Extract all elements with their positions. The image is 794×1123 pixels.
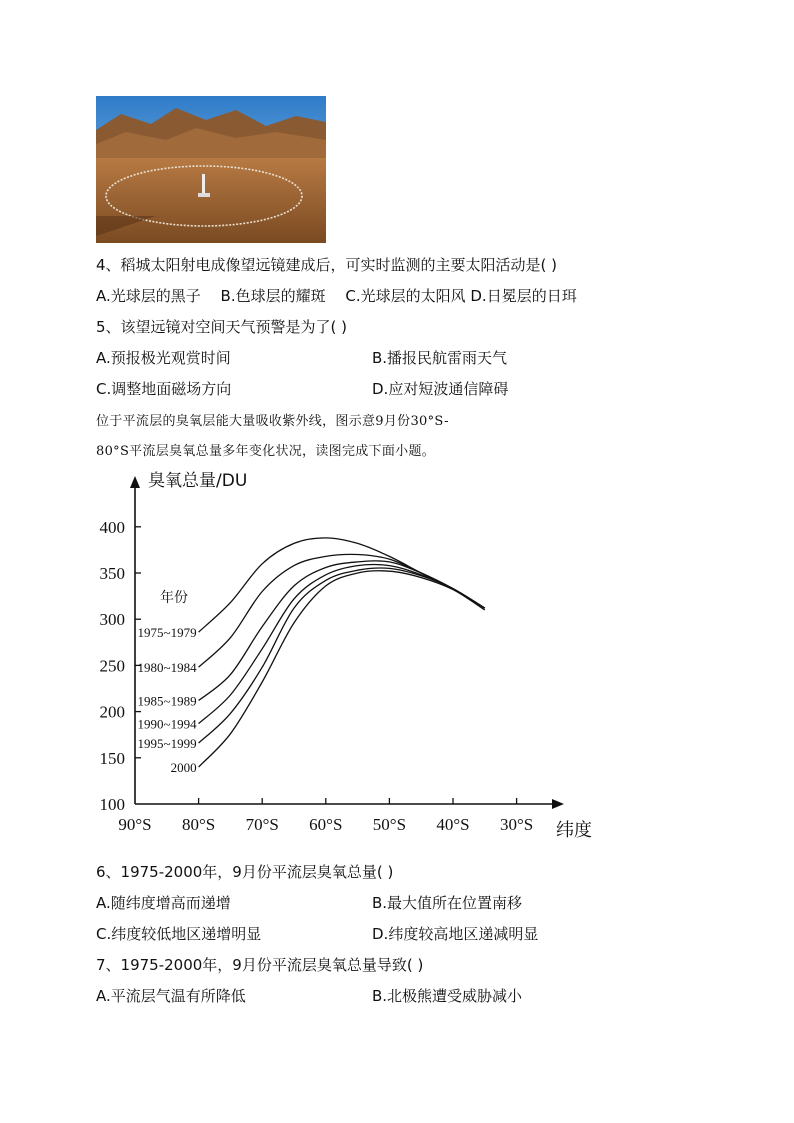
series-label: 1975~1979 xyxy=(137,625,197,641)
question-5-option-a: A.预报极光观赏时间 xyxy=(96,349,231,367)
question-7-stem: 7、1975-2000年，9月份平流层臭氧总量导致( ) xyxy=(96,956,424,974)
series-label: 1985~1989 xyxy=(137,693,197,709)
x-tick-label: 40°S xyxy=(436,815,470,834)
question-6-option-c: C.纬度较低地区递增明显 xyxy=(96,925,262,943)
series-label: 1980~1984 xyxy=(137,660,197,676)
question-5-option-b: B.播报民航雷雨天气 xyxy=(372,349,508,367)
series-line xyxy=(199,571,485,767)
x-tick-label: 70°S xyxy=(245,815,279,834)
y-tick-label: 100 xyxy=(99,795,125,814)
ozone-chart xyxy=(90,460,610,850)
radio-telescope-photo xyxy=(96,96,326,243)
question-5-option-c: C.调整地面磁场方向 xyxy=(96,380,232,398)
x-tick-label: 80°S xyxy=(181,815,216,834)
series-label: 1990~1994 xyxy=(137,716,197,732)
chart-labels xyxy=(100,471,593,841)
question-6-option-d: D.纬度较高地区递减明显 xyxy=(372,925,539,943)
intro-line-2: 80°S平流层臭氧总量多年变化状况，读图完成下面小题。 xyxy=(96,444,436,459)
question-4-stem: 4、稻城太阳射电成像望远镜建成后，可实时监测的主要太阳活动是( ) xyxy=(96,256,558,274)
x-tick-label: 50°S xyxy=(372,815,407,834)
series-line xyxy=(199,554,485,667)
x-tick-label: 90°S xyxy=(118,815,152,834)
question-7-option-b: B.北极熊遭受威胁减小 xyxy=(372,987,523,1005)
y-tick-label: 150 xyxy=(99,748,125,768)
chart-curves xyxy=(199,538,485,767)
question-5-stem: 5、该望远镜对空间天气预警是为了( ) xyxy=(96,318,348,336)
y-tick-label: 400 xyxy=(99,517,125,537)
question-6-stem: 6、1975-2000年，9月份平流层臭氧总量( ) xyxy=(96,863,394,881)
y-tick-label: 200 xyxy=(99,702,125,722)
question-6-option-b: B.最大值所在位置南移 xyxy=(372,894,523,912)
y-tick-label: 350 xyxy=(99,564,125,583)
y-tick-label: 250 xyxy=(99,656,125,676)
x-tick-label: 60°S xyxy=(309,815,343,834)
y-axis-title: 臭氧总量/DU xyxy=(148,471,248,491)
x-axis-arrow xyxy=(552,799,564,809)
x-axis-title: 纬度 xyxy=(556,820,592,841)
series-label: 2000 xyxy=(170,760,197,776)
y-axis-arrow xyxy=(130,476,140,488)
legend-title: 年份 xyxy=(160,590,188,606)
question-7-option-a: A.平流层气温有所降低 xyxy=(96,987,246,1005)
question-4-options: A.光球层的黑子 B.色球层的耀斑 C.光球层的太阳风 D.日冕层的日珥 xyxy=(96,287,577,305)
question-6-option-a: A.随纬度增高而递增 xyxy=(96,894,231,912)
intro-line-1: 位于平流层的臭氧层能大量吸收紫外线，图示意9月份30°S- xyxy=(96,414,449,429)
series-label: 1995~1999 xyxy=(137,736,197,752)
y-tick-label: 300 xyxy=(99,610,125,630)
x-tick-label: 30°S xyxy=(499,815,534,834)
question-5-option-d: D.应对短波通信障碍 xyxy=(372,380,509,398)
